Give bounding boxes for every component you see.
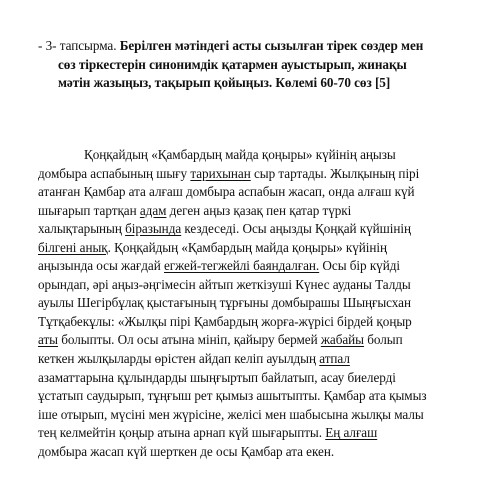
underlined-key-phrase: адам (139, 202, 167, 218)
passage-text-segment: болып (363, 332, 403, 348)
passage-text-segment: домбыра жасап күй шерткен де осы Қамбар ата екен. (38, 443, 335, 459)
passage-text-segment: Қоңқайдың «Қамбардың майда қоңыры» күйінің аңызы (84, 147, 396, 162)
passage-line (38, 387, 478, 406)
passage-text-segment: аңызында осы жағдай (38, 258, 164, 274)
passage-line (38, 239, 478, 258)
task-bold-line-2: сөз тіркестерін синонимдік қатармен ауыстырып, жинақы (58, 56, 407, 72)
passage-text-segment: атанған Қамбар ата алғаш домбыра аспабын жасап, онда алғаш күй (38, 184, 415, 200)
passage-text-segment: кеткен жылқыларды өрістен айдап келіп ауылдың (38, 351, 320, 367)
passage-text-segment: болыпты. Ол осы атына мініп, қайыру бермей (58, 332, 321, 348)
underlined-key-phrase: тарихынан (190, 165, 251, 181)
passage-line (38, 350, 478, 369)
underlined-key-phrase: біразында (125, 221, 182, 237)
passage-line (38, 443, 478, 462)
underlined-key-phrase: білгені анық (38, 239, 108, 255)
passage-line (38, 220, 478, 239)
passage-line (38, 406, 478, 425)
underlined-key-phrase: жабайы (320, 332, 364, 348)
passage-line (38, 202, 478, 221)
passage-text-segment: шығарып тартқан (38, 202, 140, 218)
passage-text-segment: ұстатып саудырып, тұңғыш рет қымыз ашытыпты. Қамбар ата қымыз (38, 388, 427, 404)
passage-text-segment: іше отырып, мүсіні мен жүрісіне, желісі мен шабысына жылқы малы (38, 406, 424, 422)
passage-text-segment: тең келмейтін қоңыр атына арнап күй шығарыпты. (38, 425, 326, 441)
task-line-2 (38, 56, 478, 75)
passage-line (38, 294, 478, 313)
underlined-key-phrase: атпал (319, 351, 350, 367)
underlined-key-phrase: егжей-тегжейлі баяндалған. (163, 258, 320, 274)
passage-text-segment: кездеседі. Осы аңызды Қоңқай күйшінің (181, 221, 412, 237)
passage-text-segment: . Қоңқайдың «Қамбардың майда қоңыры» күйінің (107, 239, 388, 255)
passage-text-segment: деген аңыз қазақ пен қатар түркі (166, 202, 352, 218)
passage-line (38, 313, 478, 332)
passage-text-segment: халықтарының (38, 221, 126, 237)
passage-line (38, 331, 478, 350)
passage-text-segment: Тұтқабекұлы: «Жылқы пірі Қамбардың жорға-жүрісі бірдей қоңыр (38, 313, 412, 329)
passage-line (38, 146, 478, 165)
passage-line (38, 424, 478, 443)
task-line-1 (38, 37, 478, 56)
passage-text-segment: сыр тартады. Жылқының пірі (250, 165, 420, 181)
task-bold-line-1: Берілген мәтіндегі асты сызылған тірек сөздер мен (119, 38, 424, 53)
underlined-key-phrase: Ең алғаш (325, 425, 378, 441)
task-prefix: - 3- тапсырма. (38, 38, 120, 53)
passage-line (38, 276, 478, 295)
passage-line (38, 183, 478, 202)
task-instruction (38, 37, 478, 93)
passage-line (38, 257, 478, 276)
task-line-3 (38, 74, 478, 93)
passage-text (38, 146, 478, 461)
task-bold-line-3: мәтін жазыңыз, тақырып қойыңыз. Көлемі 60-70 сөз [5] (58, 75, 391, 91)
passage-line (38, 165, 478, 184)
passage-text-segment: орындап, әрі аңыз-әңгімесін айтып жеткізуші Күнес ауданы Талды (38, 276, 411, 292)
passage-text-segment: азаматтарына құлындарды шыңғыртып байлатып, асау биелерді (38, 369, 396, 385)
passage-text-segment: Осы бір күйді (319, 258, 400, 274)
passage-line (38, 369, 478, 388)
underlined-key-phrase: аты (38, 332, 58, 348)
passage-text-segment: домбыра аспабының шығу (38, 165, 191, 181)
passage-text-segment: ауылы Шегірбұлақ қыстағының тұрғыны домбырашы Шыңғысхан (38, 295, 411, 311)
